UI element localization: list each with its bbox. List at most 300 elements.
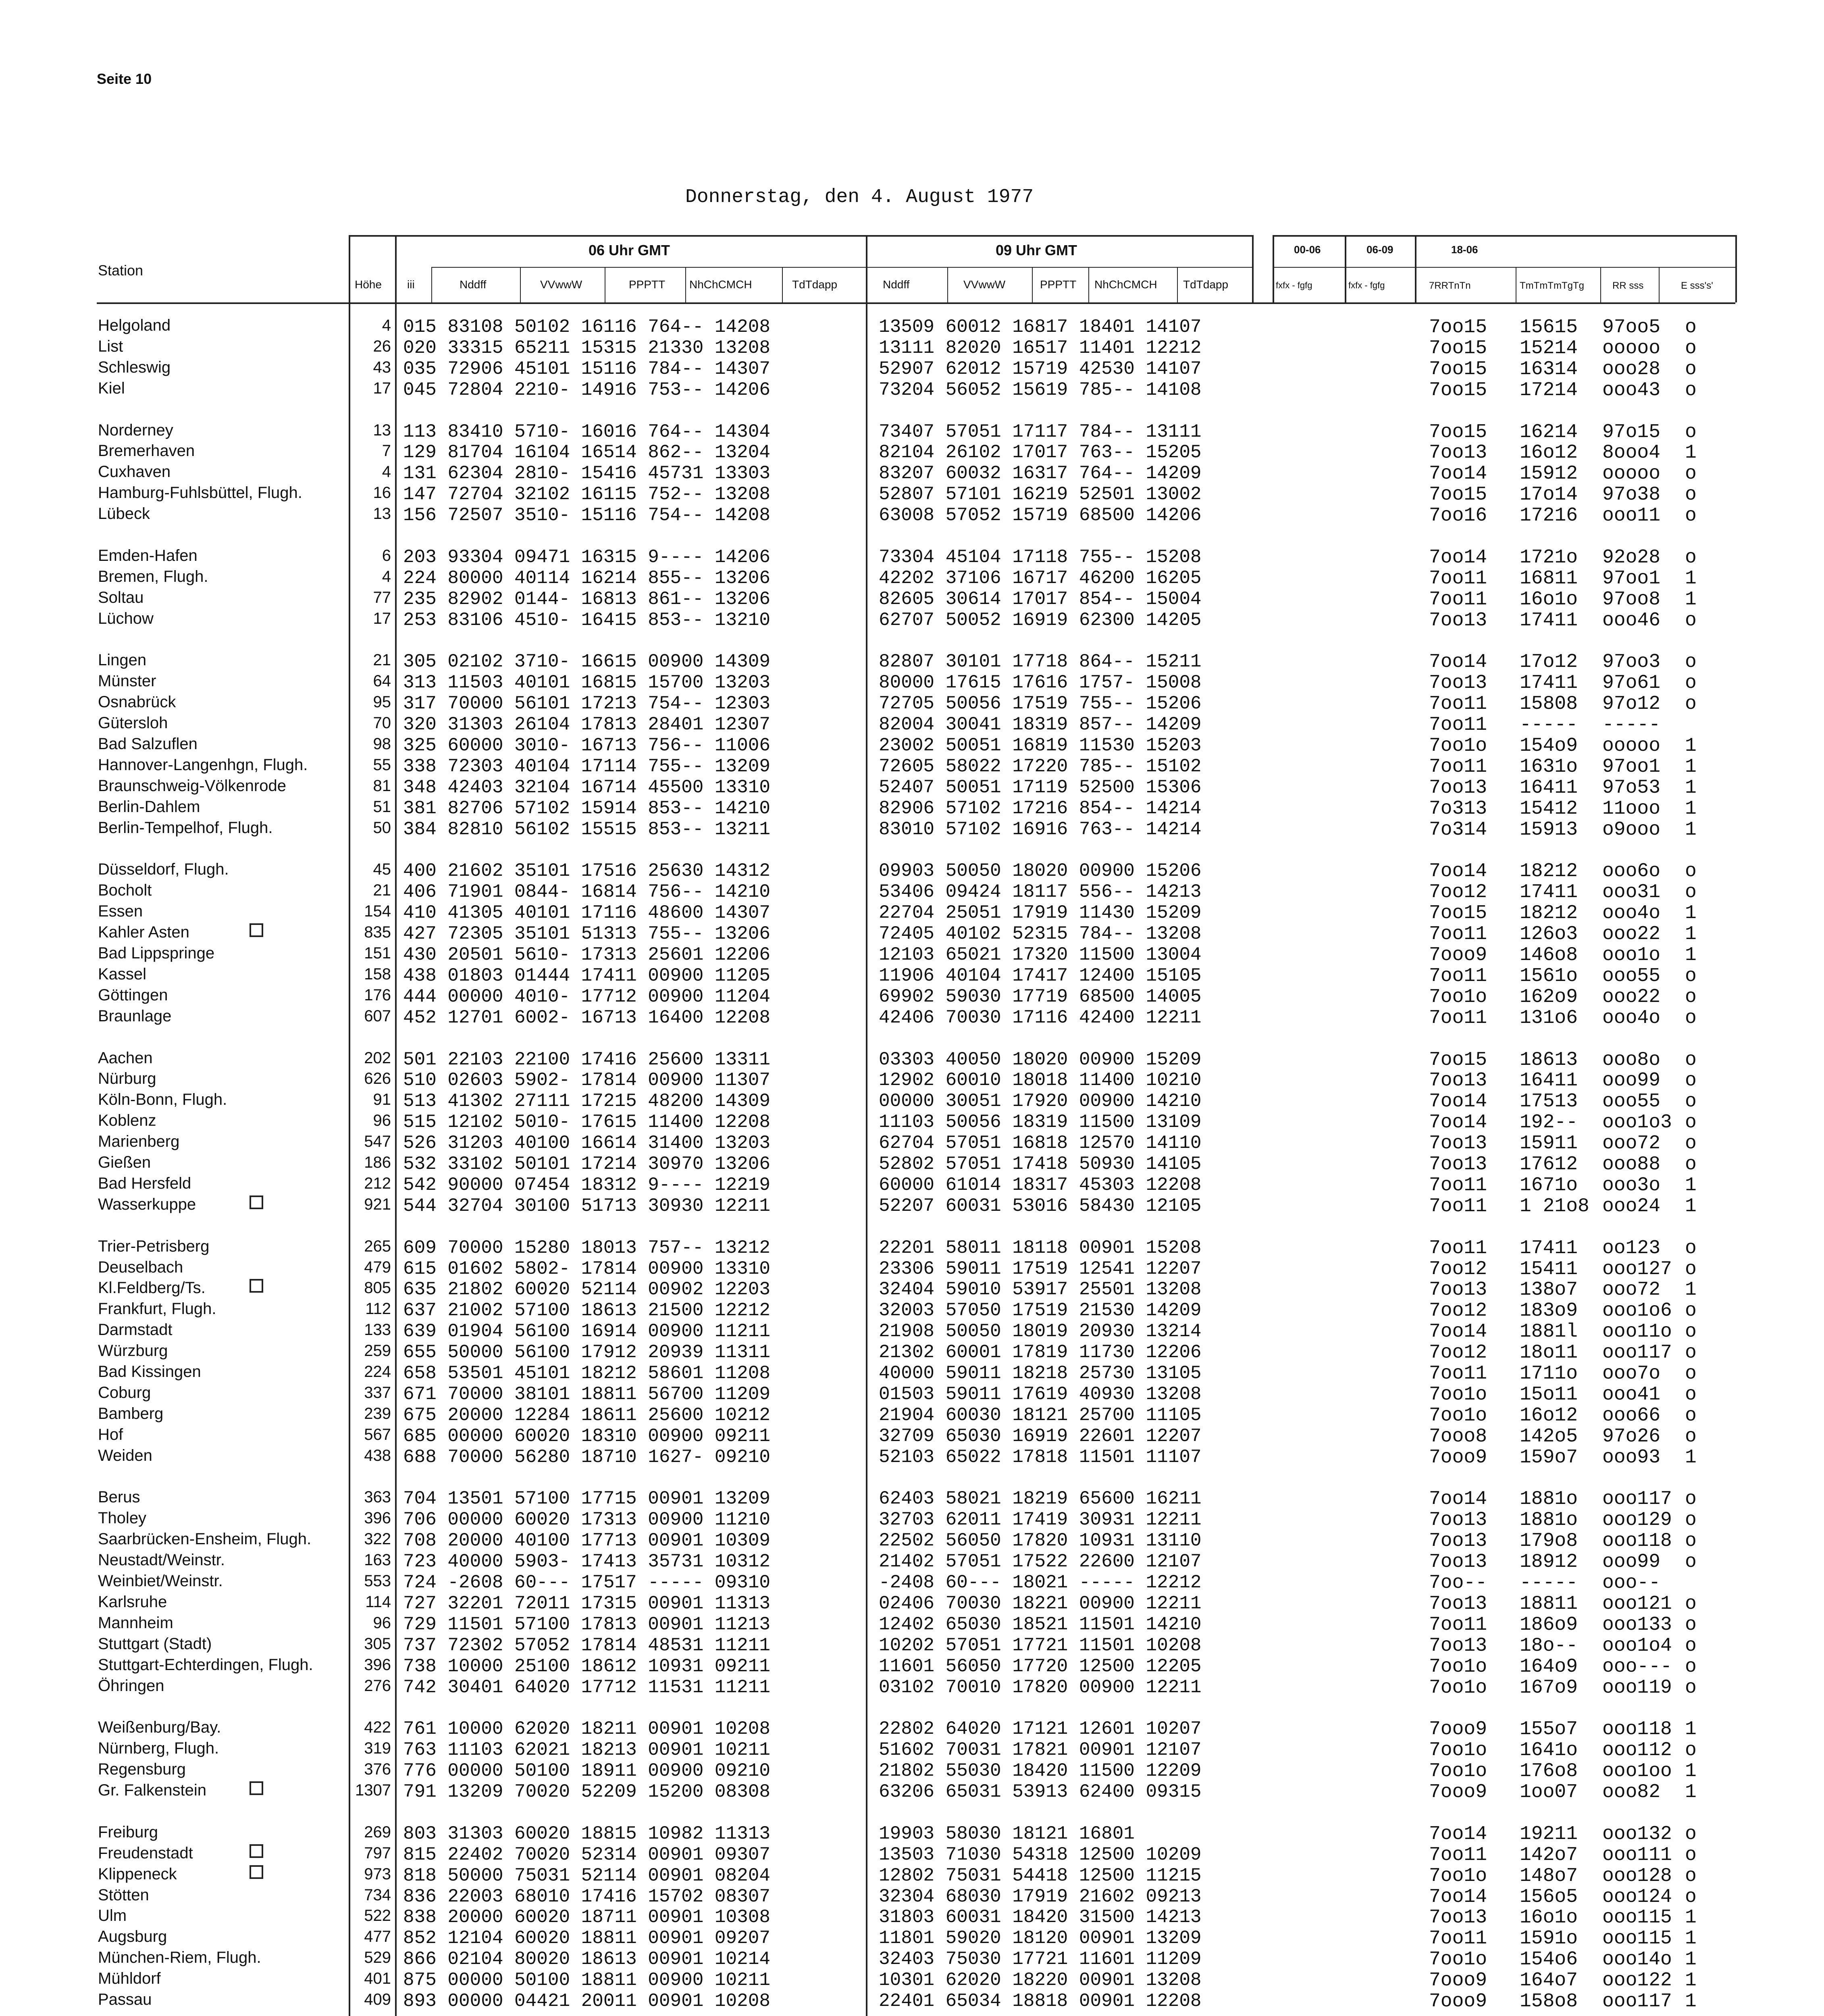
header-fxfx-2: fxfx - fgfg	[1348, 280, 1385, 290]
rr-sss: ooo6o	[1602, 860, 1661, 883]
ground-state: o	[1685, 317, 1697, 338]
station-name: Frankfurt, Flugh.	[98, 1300, 216, 1318]
col-divider-09-end	[1252, 235, 1254, 302]
table-row	[0, 1865, 1824, 1887]
rr-sss: ooo22	[1602, 923, 1661, 946]
obs-06-utc: 706 00000 60020 17313 00900 11210	[403, 1509, 770, 1531]
header-esss: E sss's'	[1681, 280, 1713, 291]
rr-tn-1806: 7oo13	[1429, 777, 1487, 799]
station-name: Nürburg	[98, 1070, 156, 1088]
header-iii: iii	[407, 278, 415, 291]
obs-09-utc: 13503 71030 54318 12500 10209	[879, 1844, 1202, 1865]
station-name: List	[98, 337, 123, 355]
obs-09-utc: 82104 26102 17017 763-- 15205	[879, 442, 1202, 463]
table-header-rule	[97, 302, 1277, 304]
station-name: Helgoland	[98, 317, 171, 334]
rr-sss: o9ooo	[1602, 818, 1661, 841]
rr-tn-1806: 7oo11	[1429, 756, 1487, 778]
tm-tg-1806: 18613	[1520, 1049, 1578, 1071]
station-name: Bad Salzuflen	[98, 735, 198, 753]
ground-state: o	[1685, 1049, 1697, 1071]
ground-state: o	[1685, 463, 1697, 485]
table-row	[0, 1551, 1824, 1572]
obs-09-utc: 73204 56052 15619 785-- 14108	[879, 379, 1202, 400]
station-height: 376	[364, 1760, 391, 1779]
rr-tn-1806: 7oo14	[1429, 1886, 1487, 1908]
obs-06-utc: 637 21002 57100 18613 21500 12212	[403, 1300, 770, 1321]
station-height: 55	[373, 756, 391, 774]
tm-tg-1806: 15913	[1520, 818, 1578, 841]
rr-sss: ooooo	[1602, 337, 1661, 359]
station-height: 81	[373, 777, 391, 795]
station-height: 21	[373, 881, 391, 900]
rr-sss: ooo124	[1602, 1886, 1672, 1908]
col-divider-iii	[431, 267, 432, 302]
obs-09-utc: 10202 57051 17721 11501 10208	[879, 1635, 1202, 1656]
obs-09-utc: 32304 68030 17919 21602 09213	[879, 1886, 1202, 1907]
ground-state: 1	[1685, 818, 1697, 841]
tm-tg-1806: 15411	[1520, 1258, 1578, 1280]
station-name: Mannheim	[98, 1614, 173, 1632]
ground-state: o	[1685, 1342, 1697, 1364]
ground-state: 1	[1685, 1949, 1697, 1971]
rr-tn-1806: 7oo1o	[1429, 1677, 1487, 1699]
rr-sss: ooo1oo	[1602, 1760, 1672, 1783]
station-height: 26	[373, 337, 391, 355]
col-divider-09-b	[1032, 267, 1033, 302]
station-height: 151	[364, 944, 391, 962]
obs-06-utc: 708 20000 40100 17713 00901 10309	[403, 1530, 770, 1552]
tm-tg-1806: 16o1o	[1520, 588, 1578, 610]
table-row	[0, 1886, 1824, 1908]
obs-06-utc: 893 00000 04421 20011 00901 10208	[403, 1991, 770, 2012]
table-row	[0, 1739, 1824, 1761]
station-name: Düsseldorf, Flugh.	[98, 860, 229, 879]
rr-sss: ooo4o	[1602, 902, 1661, 925]
tm-tg-1806: 16411	[1520, 1070, 1578, 1092]
table-row	[0, 1509, 1824, 1531]
rr-sss: 97o61	[1602, 672, 1661, 694]
report-date: Donnerstag, den 4. August 1977	[685, 186, 1034, 208]
obs-09-utc: 82605 30614 17017 854-- 15004	[879, 588, 1202, 610]
ground-state: 1	[1685, 567, 1697, 589]
station-height: 401	[364, 1970, 391, 1988]
rr-sss: 97oo3	[1602, 651, 1661, 673]
station-name: Kl.Feldberg/Ts.	[98, 1279, 206, 1297]
station-height: 13	[373, 505, 391, 523]
obs-09-utc: 21904 60030 18121 25700 11105	[879, 1404, 1202, 1426]
obs-09-utc: 22401 65034 18818 00901 12208	[879, 1991, 1202, 2012]
obs-06-utc: 704 13501 57100 17715 00901 13209	[403, 1488, 770, 1510]
station-height: 259	[364, 1342, 391, 1360]
tm-tg-1806: 159o7	[1520, 1446, 1578, 1468]
rr-tn-1806: 7oo13	[1429, 1279, 1487, 1301]
table-row	[0, 1049, 1824, 1070]
ground-state: o	[1685, 421, 1697, 443]
station-name: Weißenburg/Bay.	[98, 1718, 221, 1737]
table-row	[0, 819, 1824, 840]
rr-sss: 97oo1	[1602, 567, 1661, 589]
station-name: Freiburg	[98, 1823, 158, 1841]
header-pppt: PPPTT	[629, 278, 666, 291]
table-row	[0, 317, 1824, 338]
rr-sss: ooo118	[1602, 1530, 1672, 1552]
ground-state: 1	[1685, 777, 1697, 799]
col-divider-precip-end	[1735, 235, 1737, 302]
rr-sss: ooo127	[1602, 1258, 1672, 1280]
obs-06-utc: 384 82810 56102 15515 853-- 13211	[403, 818, 770, 840]
table-row	[0, 1405, 1824, 1426]
tm-tg-1806: 1631o	[1520, 756, 1578, 778]
station-name: Hamburg-Fuhlsbüttel, Flugh.	[98, 484, 302, 502]
page-number: Seite 10	[97, 71, 152, 87]
tm-tg-1806: 15214	[1520, 337, 1578, 359]
rr-sss: ooo82	[1602, 1781, 1661, 1803]
header-hoehe: Höhe	[355, 278, 382, 291]
table-row	[0, 1718, 1824, 1740]
tm-tg-1806: 1711o	[1520, 1363, 1578, 1385]
obs-09-utc: 52103 65022 17818 11501 11107	[879, 1446, 1202, 1468]
obs-06-utc: 045 72804 2210- 14916 753-- 14206	[403, 379, 770, 400]
table-row	[0, 463, 1824, 484]
table-row	[0, 860, 1824, 882]
station-height: 322	[364, 1530, 391, 1548]
station-name: Würzburg	[98, 1342, 168, 1360]
tm-tg-1806: 15808	[1520, 693, 1578, 715]
rr-sss: 97o53	[1602, 777, 1661, 799]
col-divider-precip-start	[1273, 235, 1274, 302]
rr-sss: ooo31	[1602, 881, 1661, 904]
rr-sss: ooo117	[1602, 1342, 1672, 1364]
station-name: Saarbrücken-Ensheim, Flugh.	[98, 1530, 312, 1548]
rr-tn-1806: 7oo12	[1429, 1342, 1487, 1364]
obs-06-utc: 532 33102 50101 17214 30970 13206	[403, 1154, 770, 1175]
rr-tn-1806: 7oo13	[1429, 1530, 1487, 1552]
station-height: 529	[364, 1949, 391, 1967]
rr-tn-1806: 7oo15	[1429, 337, 1487, 359]
obs-09-utc: 11906 40104 17417 12400 15105	[879, 965, 1202, 986]
obs-06-utc: 427 72305 35101 51313 755-- 13206	[403, 923, 770, 945]
rr-sss: 97oo1	[1602, 756, 1661, 778]
obs-09-utc: 01503 59011 17619 40930 13208	[879, 1383, 1202, 1405]
ground-state: 1	[1685, 1928, 1697, 1950]
rr-tn-1806: 7oo15	[1429, 358, 1487, 380]
station-name: Neustadt/Weinstr.	[98, 1551, 225, 1569]
rr-tn-1806: 7oo11	[1429, 1614, 1487, 1636]
obs-09-utc: 31803 60031 18420 31500 14213	[879, 1907, 1202, 1928]
rr-tn-1806: 7oo13	[1429, 672, 1487, 694]
ground-state: o	[1685, 546, 1697, 569]
header-group-09: 09 Uhr GMT	[996, 242, 1077, 258]
station-name: Coburg	[98, 1383, 151, 1402]
ground-state: o	[1685, 965, 1697, 987]
rr-tn-1806: 7oo13	[1429, 1551, 1487, 1573]
rr-sss: ooo--	[1602, 1572, 1661, 1594]
rr-tn-1806: 7ooo8	[1429, 1425, 1487, 1447]
tm-tg-1806: 17o14	[1520, 484, 1578, 506]
rr-tn-1806: 7oo16	[1429, 505, 1487, 527]
rr-tn-1806: 7oo12	[1429, 1258, 1487, 1280]
obs-06-utc: 131 62304 2810- 15416 45731 13303	[403, 463, 770, 484]
rr-sss: ooo11o	[1602, 1321, 1672, 1343]
table-row	[0, 1133, 1824, 1154]
table-row	[0, 1321, 1824, 1342]
obs-06-utc: 410 41305 40101 17116 48600 14307	[403, 902, 770, 924]
tm-tg-1806: 18212	[1520, 902, 1578, 925]
rr-sss: ooo8o	[1602, 1049, 1661, 1071]
tm-tg-1806: 17612	[1520, 1154, 1578, 1175]
station-name: Göttingen	[98, 986, 168, 1004]
rr-tn-1806: 7oo1o	[1429, 1383, 1487, 1406]
col-divider-precip-d	[1600, 267, 1601, 302]
rr-tn-1806: 7oo--	[1429, 1572, 1487, 1594]
station-height: 337	[364, 1383, 391, 1402]
rr-sss: 97oo8	[1602, 588, 1661, 610]
rr-sss: ooo55	[1602, 965, 1661, 987]
station-height: 835	[364, 923, 391, 941]
station-height: 77	[373, 588, 391, 606]
header-nddff: Nddff	[460, 278, 487, 291]
table-spacer-row	[0, 1028, 1824, 1050]
obs-06-utc: 203 93304 09471 16315 9---- 14206	[403, 546, 770, 568]
obs-09-utc: 32703 62011 17419 30931 12211	[879, 1509, 1202, 1531]
rr-sss: 97o12	[1602, 693, 1661, 715]
station-name: Mühldorf	[98, 1970, 161, 1988]
obs-06-utc: 791 13209 70020 52209 15200 08308	[403, 1781, 770, 1802]
obs-09-utc: 63206 65031 53913 62400 09315	[879, 1781, 1202, 1802]
tm-tg-1806: 17411	[1520, 1237, 1578, 1259]
station-name: Gießen	[98, 1154, 151, 1171]
table-row	[0, 777, 1824, 798]
rr-sss: ooo7o	[1602, 1363, 1661, 1385]
rr-sss: ooo99	[1602, 1070, 1661, 1092]
ground-state: o	[1685, 1300, 1697, 1322]
rr-sss: ooo99	[1602, 1551, 1661, 1573]
station-name: Koblenz	[98, 1112, 156, 1130]
table-row	[0, 610, 1824, 631]
obs-06-utc: 444 00000 4010- 17712 00900 11204	[403, 986, 770, 1007]
obs-09-utc: 40000 59011 18218 25730 13105	[879, 1363, 1202, 1384]
ground-state: o	[1685, 1112, 1697, 1134]
obs-09-utc: 52907 62012 15719 42530 14107	[879, 358, 1202, 379]
rr-sss: ooo112	[1602, 1739, 1672, 1762]
obs-06-utc: 688 70000 56280 18710 1627- 09210	[403, 1446, 770, 1468]
table-row	[0, 1991, 1824, 2012]
tm-tg-1806: 1671o	[1520, 1174, 1578, 1196]
rr-sss: 97o15	[1602, 421, 1661, 443]
tm-tg-1806: 16214	[1520, 421, 1578, 443]
table-row	[0, 1195, 1824, 1217]
ground-state: o	[1685, 358, 1697, 380]
obs-06-utc: 400 21602 35101 17516 25630 14312	[403, 860, 770, 882]
station-height: 176	[364, 986, 391, 1004]
station-height: 98	[373, 735, 391, 753]
col-divider-precip-e	[1659, 267, 1660, 302]
rr-tn-1806: 7o313	[1429, 798, 1487, 820]
tm-tg-1806: 17411	[1520, 609, 1578, 631]
rr-sss: ooo132	[1602, 1823, 1672, 1845]
ground-state: o	[1685, 1886, 1697, 1908]
station-height: 805	[364, 1279, 391, 1297]
station-height: 409	[364, 1991, 391, 2008]
table-spacer-row	[0, 400, 1824, 422]
station-height: 154	[364, 902, 391, 921]
obs-09-utc: 52807 57101 16219 52501 13002	[879, 484, 1202, 505]
rr-sss: ooo121	[1602, 1593, 1672, 1615]
station-height: 186	[364, 1154, 391, 1171]
obs-06-utc: 406 71901 0844- 16814 756-- 14210	[403, 881, 770, 903]
tm-tg-1806: 164o7	[1520, 1970, 1578, 1992]
ground-state: 1	[1685, 923, 1697, 946]
tm-tg-1806: 19211	[1520, 1823, 1578, 1845]
obs-06-utc: 325 60000 3010- 16713 756-- 11006	[403, 735, 770, 756]
station-height: 163	[364, 1551, 391, 1569]
rr-tn-1806: 7ooo9	[1429, 1781, 1487, 1803]
rr-tn-1806: 7oo12	[1429, 881, 1487, 904]
rr-tn-1806: 7oo13	[1429, 1133, 1487, 1155]
tm-tg-1806: 1881l	[1520, 1321, 1578, 1343]
ground-state: 1	[1685, 1760, 1697, 1783]
rr-sss: ooo4o	[1602, 1007, 1661, 1029]
table-mid-rule-precip	[1273, 267, 1735, 268]
tm-tg-1806: 16o12	[1520, 442, 1578, 464]
obs-06-utc: 675 20000 12284 18611 25600 10212	[403, 1404, 770, 1426]
rr-sss: ooo3o	[1602, 1174, 1661, 1196]
table-row	[0, 1949, 1824, 1970]
tm-tg-1806: 179o8	[1520, 1530, 1578, 1552]
rr-tn-1806: 7oo11	[1429, 1174, 1487, 1196]
col-divider-precip-b	[1415, 235, 1416, 302]
header-period-0609: 06-09	[1366, 244, 1393, 256]
tm-tg-1806: 142o7	[1520, 1844, 1578, 1866]
rr-tn-1806: 7oo11	[1429, 923, 1487, 946]
header-group-06: 06 Uhr GMT	[589, 242, 670, 258]
obs-06-utc: 305 02102 3710- 16615 00900 14309	[403, 651, 770, 673]
tm-tg-1806: 15o11	[1520, 1383, 1578, 1406]
col-divider-precip-a	[1345, 235, 1346, 302]
obs-06-utc: 515 12102 5010- 17615 11400 12208	[403, 1112, 770, 1133]
obs-06-utc: 235 82902 0144- 16813 861-- 13206	[403, 588, 770, 610]
rr-sss: ooo128	[1602, 1865, 1672, 1887]
rr-tn-1806: 7oo14	[1429, 1321, 1487, 1343]
obs-09-utc: 83207 60032 16317 764-- 14209	[879, 463, 1202, 484]
obs-09-utc: 52802 57051 17418 50930 14105	[879, 1154, 1202, 1175]
station-name: Bocholt	[98, 881, 152, 900]
tm-tg-1806: 16811	[1520, 567, 1578, 589]
table-row	[0, 1091, 1824, 1112]
station-name: Kiel	[98, 379, 125, 397]
station-height: 45	[373, 860, 391, 879]
station-name: Trier-Petrisberg	[98, 1237, 210, 1255]
rr-sss: ooo93	[1602, 1446, 1661, 1468]
tm-tg-1806: 1721o	[1520, 546, 1578, 569]
table-row	[0, 651, 1824, 673]
ground-state: o	[1685, 1844, 1697, 1866]
obs-06-utc: 729 11501 57100 17813 00901 11213	[403, 1614, 770, 1635]
rr-sss: ooo115	[1602, 1928, 1672, 1950]
rr-tn-1806: 7oo14	[1429, 546, 1487, 569]
rr-tn-1806: 7oo11	[1429, 567, 1487, 589]
table-row	[0, 902, 1824, 924]
rr-sss: ooo43	[1602, 379, 1661, 401]
station-height: 479	[364, 1258, 391, 1276]
ground-state: o	[1685, 1614, 1697, 1636]
station-height: 13	[373, 421, 391, 439]
header-tmtm: TmTmTmTgTg	[1520, 280, 1584, 291]
obs-09-utc: 13509 60012 16817 18401 14107	[879, 317, 1202, 337]
rr-tn-1806: 7oo12	[1429, 1300, 1487, 1322]
table-row	[0, 1363, 1824, 1384]
obs-06-utc: 852 12104 60020 18811 00901 09207	[403, 1928, 770, 1949]
table-spacer-row	[0, 840, 1824, 861]
table-row	[0, 1635, 1824, 1656]
obs-06-utc: 224 80000 40114 16214 855-- 13206	[403, 567, 770, 589]
station-height: 50	[373, 818, 391, 837]
obs-06-utc: 544 32704 30100 51713 30930 12211	[403, 1195, 770, 1216]
rr-sss: ooo1o4	[1602, 1635, 1672, 1657]
rr-tn-1806: 7ooo9	[1429, 1970, 1487, 1992]
station-height: 6	[382, 546, 391, 564]
table-row	[0, 1760, 1824, 1782]
obs-09-utc: 21908 50050 18019 20930 13214	[879, 1321, 1202, 1342]
station-name: Braunlage	[98, 1007, 172, 1025]
rr-tn-1806: 7oo11	[1429, 1844, 1487, 1866]
ground-state: 1	[1685, 1781, 1697, 1803]
station-name: Karlsruhe	[98, 1593, 167, 1611]
col-divider-09-d	[1177, 267, 1178, 302]
obs-06-utc: 348 42403 32104 16714 45500 13310	[403, 777, 770, 798]
rr-sss: ooo117	[1602, 1488, 1672, 1510]
table-mid-rule-09	[866, 267, 1252, 268]
table-row	[0, 1970, 1824, 1991]
table-row	[0, 1677, 1824, 1698]
station-height: 396	[364, 1509, 391, 1527]
station-height: 17	[373, 379, 391, 397]
tm-tg-1806: 1881o	[1520, 1488, 1578, 1510]
station-height: 239	[364, 1404, 391, 1422]
station-height: 96	[373, 1614, 391, 1632]
station-name: Nürnberg, Flugh.	[98, 1739, 219, 1758]
rr-sss: 97o26	[1602, 1425, 1661, 1447]
station-height: 1307	[355, 1781, 391, 1799]
obs-09-utc: 52207 60031 53016 58430 12105	[879, 1195, 1202, 1216]
ground-state: o	[1685, 1237, 1697, 1259]
station-name: Freudenstadt	[98, 1844, 193, 1862]
header-nh: NhChCMCH	[689, 278, 752, 291]
station-name: Weiden	[98, 1446, 152, 1464]
header-station: Station	[98, 262, 144, 279]
table-row	[0, 1530, 1824, 1552]
table-row	[0, 714, 1824, 735]
rr-sss: ooooo	[1602, 735, 1661, 757]
table-mid-rule-06	[431, 267, 874, 268]
obs-06-utc: 723 40000 5903- 17413 35731 10312	[403, 1551, 770, 1572]
header-rrsss: RR sss	[1612, 280, 1644, 291]
obs-09-utc: 80000 17615 17616 1757- 15008	[879, 672, 1202, 694]
tm-tg-1806: 158o8	[1520, 1991, 1578, 2012]
station-name: Stuttgart (Stadt)	[98, 1635, 212, 1653]
ground-state: o	[1685, 1258, 1697, 1280]
rr-sss: ooo117	[1602, 1991, 1672, 2012]
station-height: 16	[373, 484, 391, 502]
ground-state: o	[1685, 1425, 1697, 1447]
station-name: Ulm	[98, 1907, 127, 1925]
obs-09-utc: 73304 45104 17118 755-- 15208	[879, 546, 1202, 568]
station-height: 21	[373, 651, 391, 669]
ground-state: 1	[1685, 944, 1697, 966]
obs-06-utc: 113 83410 5710- 16016 764-- 14304	[403, 421, 770, 442]
table-row	[0, 442, 1824, 463]
